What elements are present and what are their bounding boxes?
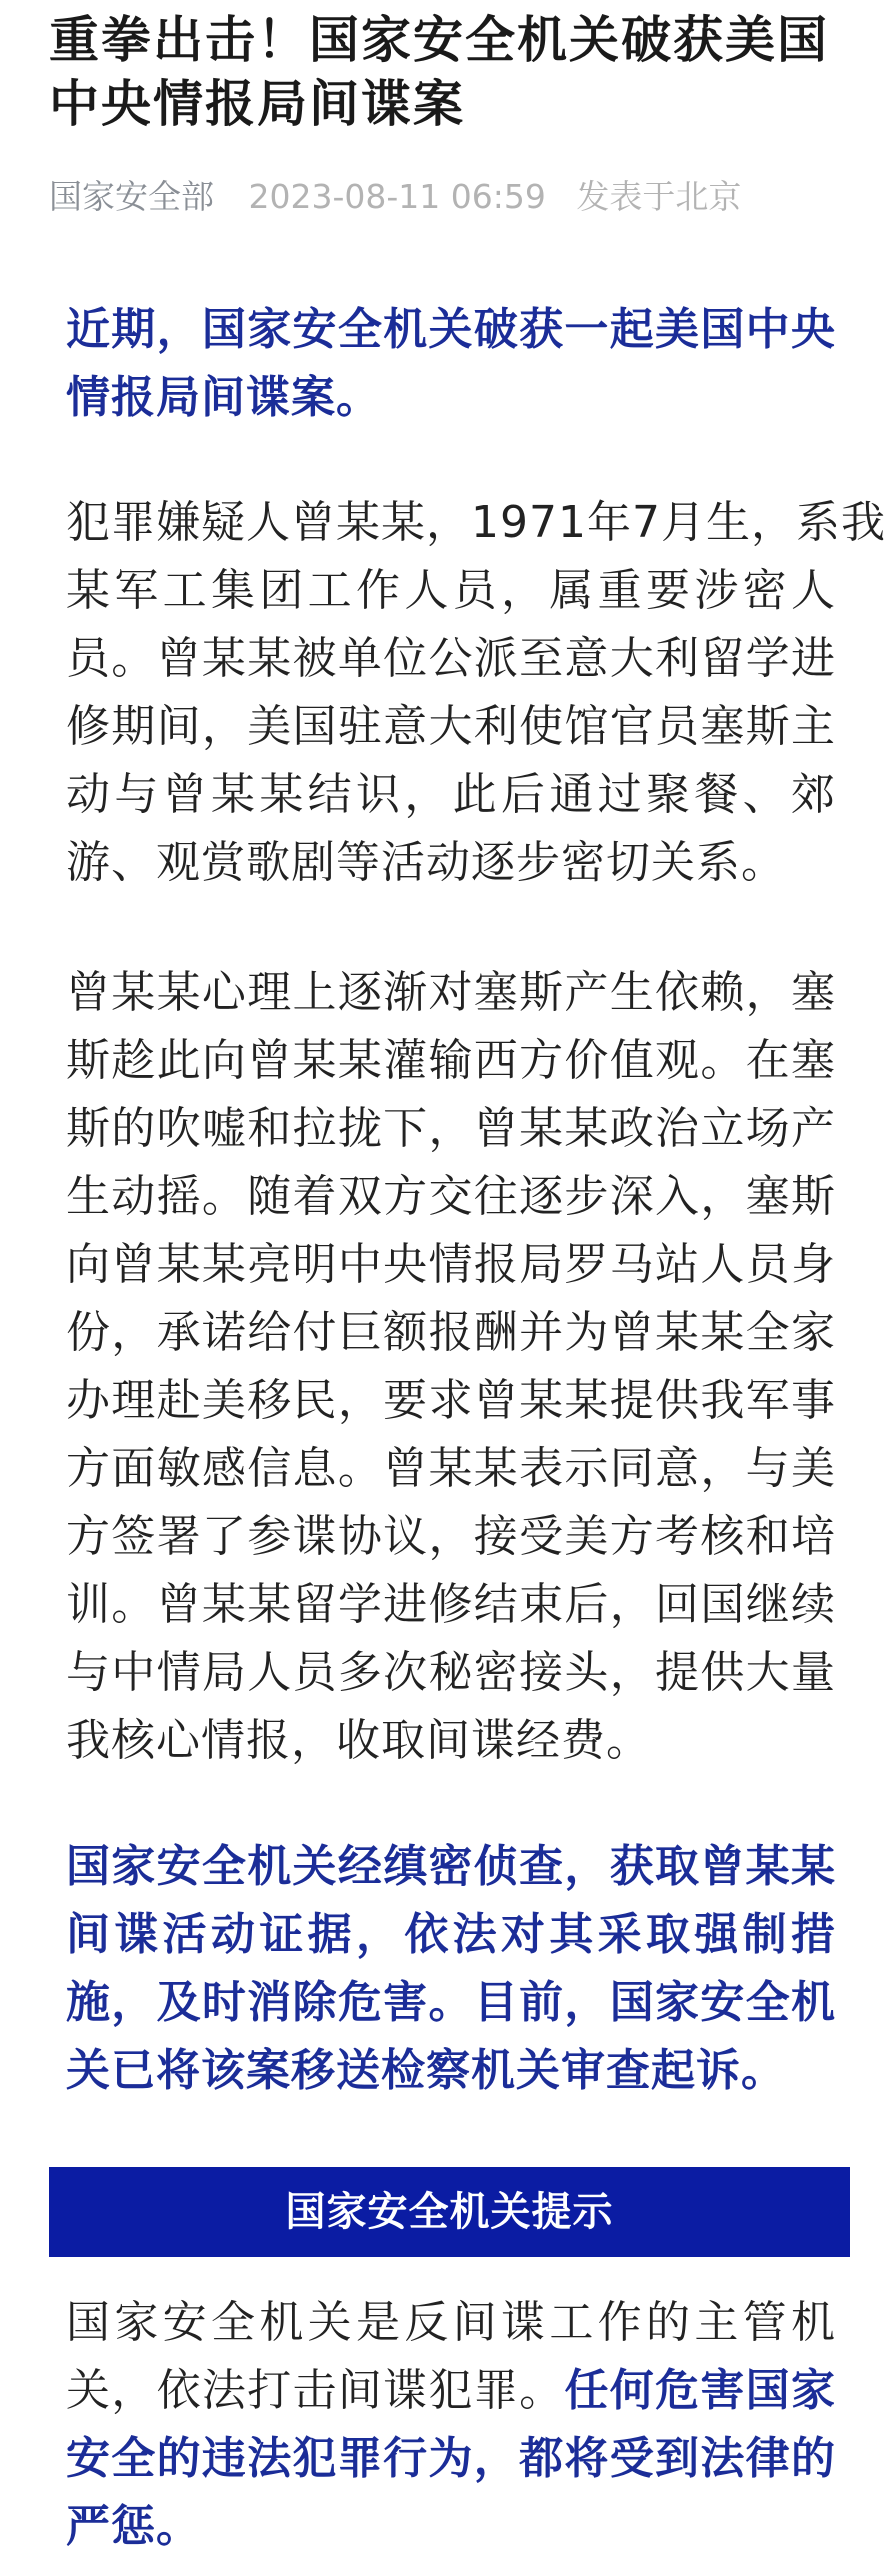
account-name-link[interactable]: 国家安全部: [49, 177, 214, 216]
text-line: [66, 2357, 836, 2425]
text-line: 训。曾某某留学进修结束后，回国继续: [66, 1579, 836, 1630]
text-line: 与中情局人员多次秘密接头，提供大量: [66, 1647, 836, 1698]
text-line: 施，及时消除危害。目前，国家安全机: [66, 1977, 836, 2028]
text-line: 关已将该案移送检察机关审查起诉。: [66, 2045, 786, 2096]
text-line: 方面敏感信息。曾某某表示同意，与美: [66, 1443, 836, 1494]
title-line: 中央情报局间谍案: [49, 75, 465, 133]
title-line: 重拳出击！国家安全机关破获美国: [49, 11, 829, 69]
paragraph-3: [66, 1833, 836, 2105]
text-line: 办理赴美移民，要求曾某某提供我军事: [66, 1375, 836, 1426]
text-line: 动与曾某某结识，此后通过聚餐、郊: [66, 769, 836, 820]
body-text: 关，依法打击间谍犯罪。: [66, 2365, 565, 2416]
text-line: 某军工集团工作人员，属重要涉密人: [66, 565, 836, 616]
text-line: [66, 2289, 836, 2357]
publish-location: 发表于北京: [576, 177, 742, 216]
text-line: 我核心情报，收取间谍经费。: [66, 1715, 651, 1766]
text-line: 生动摇。随着双方交往逐步深入，塞斯: [66, 1171, 836, 1222]
text-line: 斯的吹嘘和拉拢下，曾某某政治立场产: [66, 1103, 836, 1154]
text-line: 犯罪嫌疑人曾某某，1971年7月生，系我: [66, 497, 886, 548]
emphasis-text: 严惩。: [66, 2501, 201, 2552]
text-line: 国家安全机关经缜密侦查，获取曾某某: [66, 1841, 836, 1892]
emphasis-text: 任何危害国家: [564, 2365, 836, 2416]
text-line: 近期，国家安全机关破获一起美国中央: [66, 304, 836, 355]
publish-datetime: 2023-08-11 06:59: [248, 177, 546, 216]
text-line: 游、观赏歌剧等活动逐步密切关系。: [66, 837, 786, 888]
lead-paragraph: [66, 296, 836, 432]
text-line: 份，承诺给付巨额报酬并为曾某某全家: [66, 1307, 836, 1358]
text-line: 情报局间谍案。: [66, 372, 381, 423]
article-title: [49, 8, 849, 136]
emphasis-text: 安全的违法犯罪行为，都将受到法律的: [66, 2433, 836, 2484]
text-line: 曾某某心理上逐渐对塞斯产生依赖，塞: [66, 967, 836, 1018]
text-line: 间谍活动证据，依法对其采取强制措: [66, 1909, 836, 1960]
text-line: 员。曾某某被单位公派至意大利留学进: [66, 633, 836, 684]
text-line: [66, 2493, 836, 2561]
paragraph-1: [66, 489, 886, 897]
article-meta: [49, 174, 741, 220]
text-line: [66, 2425, 836, 2493]
paragraph-2: [66, 959, 836, 1775]
text-line: 向曾某某亮明中央情报局罗马站人员身: [66, 1239, 836, 1290]
text-line: 方签署了参谍协议，接受美方考核和培: [66, 1511, 836, 1562]
paragraph-4: [66, 2289, 836, 2561]
notice-banner: 国家安全机关提示: [49, 2167, 850, 2257]
text-line: 修期间，美国驻意大利使馆官员塞斯主: [66, 701, 836, 752]
text-line: 斯趁此向曾某某灌输西方价值观。在塞: [66, 1035, 836, 1086]
body-text: 国家安全机关是反间谍工作的主管机: [66, 2297, 836, 2348]
